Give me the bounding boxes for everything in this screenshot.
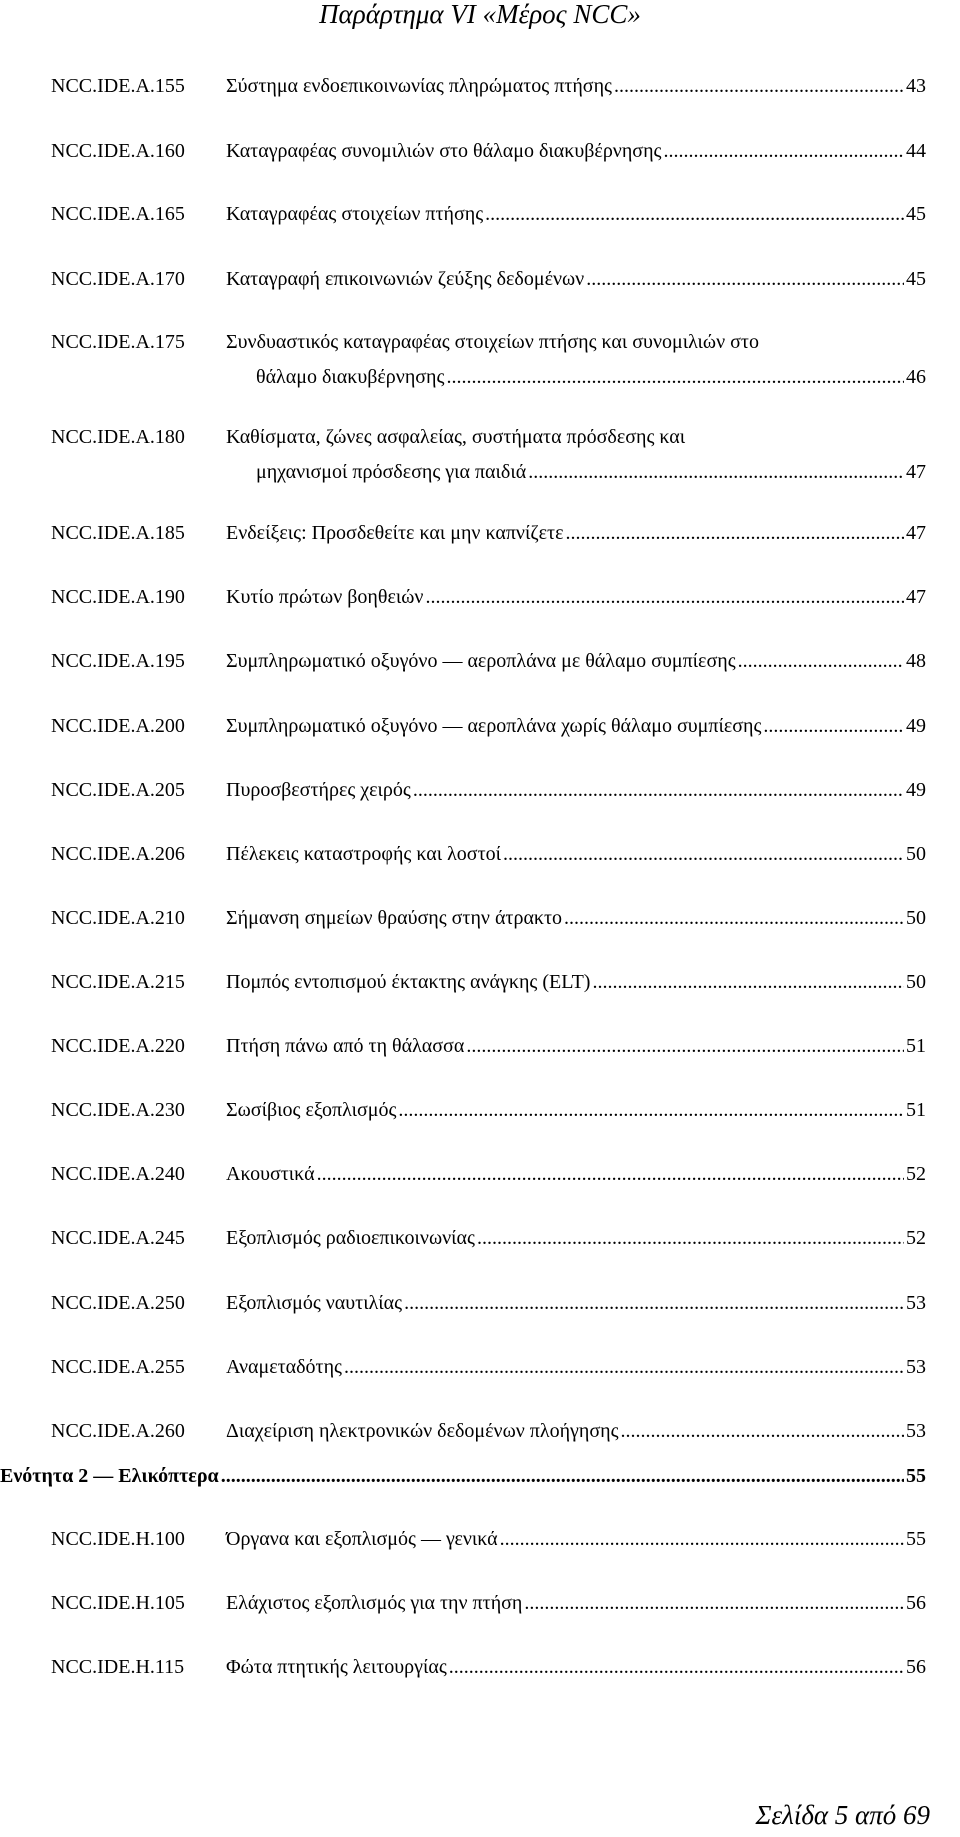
toc-entry-page: 48	[906, 650, 926, 672]
toc-entry-code: NCC.IDE.A.155	[51, 75, 185, 97]
toc-entry-page: 50	[906, 907, 926, 929]
dot-leader	[425, 585, 904, 609]
toc-entry-code: NCC.IDE.A.160	[51, 140, 185, 162]
toc-entry-title: Ακουστικά	[226, 1163, 315, 1185]
toc-entry-title: Εξοπλισμός ραδιοεπικοινωνίας	[226, 1227, 475, 1249]
toc-entry-page: 45	[906, 203, 926, 225]
toc-entry-title: Καταγραφέας συνομιλιών στο θάλαμο διακυβέρνησης	[226, 140, 662, 162]
toc-entry-page: 53	[906, 1420, 926, 1442]
toc-entry-code: NCC.IDE.A.175	[51, 331, 185, 353]
toc-entry-code: NCC.IDE.A.185	[51, 522, 185, 544]
toc-entry-title: Συμπληρωματικό οξυγόνο — αεροπλάνα χωρίς θάλαμο συμπίεσης	[226, 715, 762, 737]
toc-entry-code: NCC.IDE.A.220	[51, 1035, 185, 1057]
dot-leader	[663, 139, 904, 163]
dot-leader	[344, 1355, 904, 1379]
page-header: Παράρτημα VI «Μέρος NCC»	[319, 0, 641, 29]
toc-entry-code: NCC.IDE.A.240	[51, 1163, 185, 1185]
dot-leader	[503, 842, 904, 866]
toc-entry-title: Όργανα και εξοπλισμός — γενικά	[226, 1528, 498, 1550]
dot-leader	[565, 521, 904, 545]
dot-leader	[477, 1226, 904, 1250]
toc-entry-code: NCC.IDE.A.170	[51, 268, 185, 290]
toc-entry-code: NCC.IDE.A.255	[51, 1356, 185, 1378]
toc-entry-code: NCC.IDE.A.165	[51, 203, 185, 225]
toc-entry-title: Σήμανση σημείων θραύσης στην άτρακτο	[226, 907, 563, 929]
dot-leader	[500, 1527, 904, 1551]
dot-leader	[592, 970, 904, 994]
dot-leader	[524, 1591, 904, 1615]
dot-leader	[404, 1291, 904, 1315]
toc-entry-page: 53	[906, 1292, 926, 1314]
toc-entry-page: 52	[906, 1163, 926, 1185]
toc-entry-page: 49	[906, 779, 926, 801]
toc-entry-code: NCC.IDE.H.100	[51, 1528, 185, 1550]
toc-entry-title: Κυτίο πρώτων βοηθειών	[226, 586, 424, 608]
toc-entry-page: 55	[906, 1528, 926, 1550]
toc-entry-page: 53	[906, 1356, 926, 1378]
toc-entry-title: Καταγραφέας στοιχείων πτήσης	[226, 203, 484, 225]
toc-entry-code: NCC.IDE.A.260	[51, 1420, 185, 1442]
toc-entry-code: NCC.IDE.A.195	[51, 650, 185, 672]
toc-entry-title: Πυροσβεστήρες χειρός	[226, 779, 411, 801]
toc-entry-title-line1: Καθίσματα, ζώνες ασφαλείας, συστήματα πρόσδεσης και	[226, 426, 686, 448]
toc-entry-code: NCC.IDE.A.200	[51, 715, 185, 737]
toc-entry-page: 43	[906, 75, 926, 97]
section-page: 55	[906, 1465, 926, 1487]
toc-entry-title: Σωσίβιος εξοπλισμός	[226, 1099, 397, 1121]
toc-entry-title: Φώτα πτητικής λειτουργίας	[226, 1656, 447, 1678]
toc-entry-page: 52	[906, 1227, 926, 1249]
dot-leader	[621, 1419, 905, 1443]
toc-entry-page: 47	[906, 522, 926, 544]
toc-entry-code: NCC.IDE.A.190	[51, 586, 185, 608]
toc-entry-code: NCC.IDE.A.205	[51, 779, 185, 801]
dot-leader	[221, 1464, 904, 1488]
dot-leader	[449, 1655, 904, 1679]
dot-leader	[446, 365, 904, 389]
toc-entry-page: 45	[906, 268, 926, 290]
dot-leader	[485, 202, 904, 226]
section-title: Ενότητα 2 — Ελικόπτερα	[0, 1465, 219, 1487]
toc-entry-code: NCC.IDE.A.250	[51, 1292, 185, 1314]
toc-entry-title: Πομπός εντοπισμού έκτακτης ανάγκης (ELT)	[226, 971, 591, 993]
dot-leader	[528, 460, 904, 484]
toc-entry-title-line1: Συνδυαστικός καταγραφέας στοιχείων πτήσης και συνομιλιών στο	[226, 331, 759, 353]
toc-entry-page: 47	[906, 586, 926, 608]
dot-leader	[586, 267, 904, 291]
toc-entry-page: 51	[906, 1099, 926, 1121]
toc-entry-page: 50	[906, 843, 926, 865]
toc-entry-page: 51	[906, 1035, 926, 1057]
dot-leader	[398, 1098, 904, 1122]
toc-entry-page: 49	[906, 715, 926, 737]
toc-entry-title: θάλαμο διακυβέρνησης	[256, 366, 445, 388]
toc-entry-title: μηχανισμοί πρόσδεσης για παιδιά	[256, 461, 527, 483]
toc-entry-title: Διαχείριση ηλεκτρονικών δεδομένων πλοήγησης	[226, 1420, 619, 1442]
dot-leader	[763, 714, 904, 738]
toc-entry-title: Σύστημα ενδοεπικοινωνίας πληρώματος πτήσης	[226, 75, 612, 97]
toc-entry-code: NCC.IDE.A.245	[51, 1227, 185, 1249]
toc-entry-title: Ελάχιστος εξοπλισμός για την πτήση	[226, 1592, 523, 1614]
toc-entry-page: 46	[906, 366, 926, 388]
page-footer: Σελίδα 5 από 69	[755, 1800, 930, 1830]
toc-entry-title: Πέλεκεις καταστροφής και λοστοί	[226, 843, 501, 865]
dot-leader	[317, 1162, 904, 1186]
toc-entry-page: 56	[906, 1656, 926, 1678]
toc-entry-code: NCC.IDE.A.230	[51, 1099, 185, 1121]
toc-entry-page: 56	[906, 1592, 926, 1614]
toc-entry-code: NCC.IDE.A.206	[51, 843, 185, 865]
toc-entry-page: 44	[906, 140, 926, 162]
toc-entry-title: Εξοπλισμός ναυτιλίας	[226, 1292, 403, 1314]
toc-entry-code: NCC.IDE.A.180	[51, 426, 185, 448]
dot-leader	[614, 74, 904, 98]
dot-leader	[738, 649, 904, 673]
toc-entry-code: NCC.IDE.H.115	[51, 1656, 185, 1678]
dot-leader	[564, 906, 904, 930]
toc-entry-title: Καταγραφή επικοινωνιών ζεύξης δεδομένων	[226, 268, 585, 290]
toc-entry-title: Αναμεταδότης	[226, 1356, 342, 1378]
dot-leader	[466, 1034, 904, 1058]
toc-entry-code: NCC.IDE.A.210	[51, 907, 185, 929]
dot-leader	[413, 778, 904, 802]
toc-entry-page: 47	[906, 461, 926, 483]
toc-entry-title: Συμπληρωματικό οξυγόνο — αεροπλάνα με θάλαμο συμπίεσης	[226, 650, 736, 672]
toc-entry-code: NCC.IDE.H.105	[51, 1592, 185, 1614]
toc-entry-title: Πτήση πάνω από τη θάλασσα	[226, 1035, 465, 1057]
toc-entry-title: Ενδείξεις: Προσδεθείτε και μην καπνίζετε	[226, 522, 564, 544]
toc-entry-page: 50	[906, 971, 926, 993]
toc-entry-code: NCC.IDE.A.215	[51, 971, 185, 993]
